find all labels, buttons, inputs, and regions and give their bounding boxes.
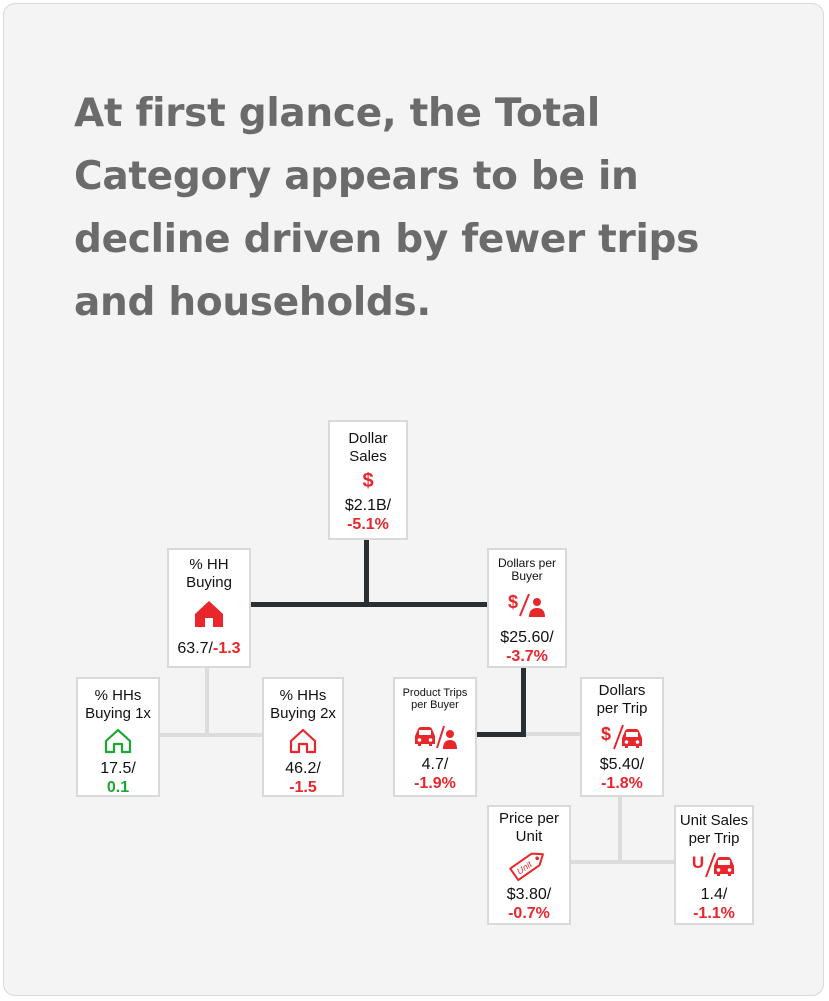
- node-value: $5.40/: [599, 756, 645, 773]
- node-label: Buyer: [511, 569, 543, 583]
- node-price-per-unit: [487, 805, 571, 925]
- connector-dpb-vertical: [521, 667, 526, 737]
- car-per-person-icon: [395, 722, 475, 750]
- node-value: 1.4/: [700, 886, 728, 903]
- connector-dpb-horizontal: [475, 732, 526, 737]
- node-label: per Trip: [596, 700, 648, 717]
- node-dollars-per-trip: [580, 677, 664, 797]
- unit-letter: U: [691, 853, 705, 872]
- node-label: % HHs: [94, 687, 142, 704]
- dollar-icon: [330, 469, 406, 491]
- connector-dpb-horizontal-light: [526, 732, 582, 736]
- node-label: Unit Sales: [679, 812, 749, 829]
- node-label: Sales: [349, 448, 387, 465]
- node-value: $3.80/: [506, 886, 552, 903]
- house-filled-icon: [169, 600, 249, 628]
- node-value: 63.7/: [177, 640, 213, 657]
- node-change: -5.1%: [347, 516, 389, 533]
- node-label: Dollars: [598, 682, 646, 699]
- connector-top-vertical: [364, 538, 369, 605]
- node-value: 4.7/: [421, 756, 449, 773]
- house-outline-icon: [78, 728, 158, 754]
- headline: At first glance, the Total Category appears to be in decline driven by fewer trips and households.: [74, 91, 700, 325]
- node-label: % HHs: [279, 687, 327, 704]
- connector-dpt-horizontal: [570, 860, 676, 864]
- dollar-per-person-icon: [489, 590, 565, 618]
- svg-text:$: $: [600, 724, 612, 744]
- price-tag-icon: [489, 846, 569, 882]
- price-tag-text: Unit: [514, 859, 534, 877]
- node-label: Buying: [186, 574, 232, 591]
- node-value-line: [169, 639, 249, 658]
- node-change: -1.1%: [693, 905, 735, 922]
- node-change: -0.7%: [508, 905, 550, 922]
- node-hhs-buying-1x: [76, 677, 160, 797]
- house-outline-icon: [264, 728, 342, 754]
- dollar-per-car-icon: [582, 721, 662, 751]
- unit-per-car-icon: [676, 849, 752, 879]
- node-hhs-buying-2x: [262, 677, 344, 797]
- node-change: -1.3: [213, 640, 241, 657]
- node-change: -1.8%: [601, 775, 643, 792]
- node-label: Buying 2x: [270, 705, 336, 722]
- node-unit-sales-per-trip: [674, 805, 754, 925]
- node-label: Unit: [515, 828, 543, 845]
- node-value: $25.60/: [500, 629, 554, 646]
- svg-text:$: $: [362, 470, 374, 491]
- svg-text:$: $: [507, 592, 519, 612]
- node-product-trips-per-buyer: [393, 677, 477, 797]
- node-change: 0.1: [106, 779, 130, 796]
- connector-main-horizontal: [249, 602, 489, 607]
- node-value: $2.1B/: [344, 497, 392, 514]
- node-label: per Buyer: [411, 699, 459, 711]
- node-change: -1.5: [289, 779, 317, 796]
- node-change: -3.7%: [506, 648, 548, 665]
- node-value: 46.2/: [285, 760, 321, 777]
- node-label: Buying 1x: [85, 705, 151, 722]
- node-label: Price per: [498, 810, 560, 827]
- node-dollar-sales: [328, 420, 408, 540]
- node-dollars-per-buyer: [487, 548, 567, 668]
- connector-hh-vertical: [205, 666, 209, 736]
- connector-dpt-vertical: [618, 796, 622, 862]
- node-label: Dollars per: [497, 556, 557, 570]
- node-label: Product Trips: [402, 687, 468, 699]
- node-value: 17.5/: [100, 760, 136, 777]
- node-label: Dollar: [348, 430, 388, 447]
- node-label: per Trip: [688, 830, 740, 847]
- node-change: -1.9%: [414, 775, 456, 792]
- node-hh-buying: [167, 548, 251, 668]
- node-label: % HH: [189, 556, 229, 573]
